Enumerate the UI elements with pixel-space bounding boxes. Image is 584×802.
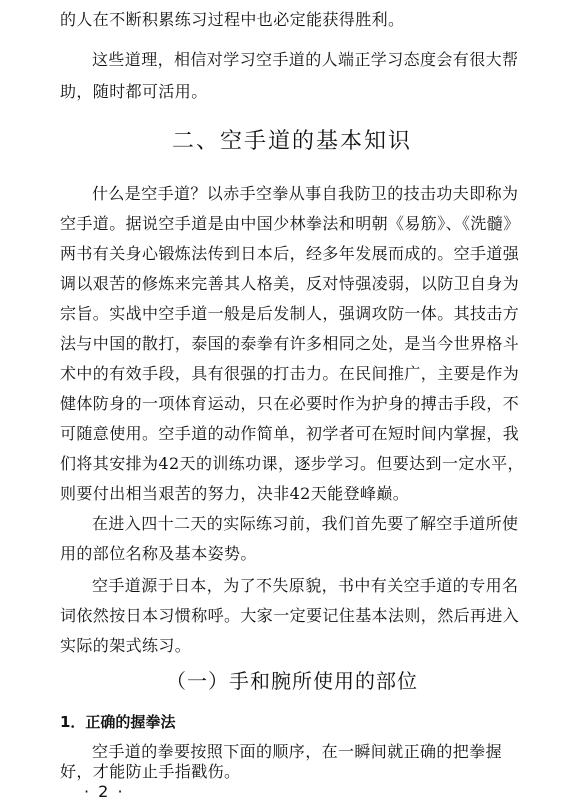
paragraph-what-line-2: 空手道。据说空手道是由中国少林拳法和明朝《易筋》、《洗髓》	[60, 214, 520, 233]
paragraph-top-line-1: 的人在不断积累练习过程中也必定能获得胜利。	[60, 10, 405, 29]
paragraph-truths-line-1: 这些道理，相信对学习空手道的人端正学习态度会有很大帮	[92, 50, 519, 69]
paragraph-what-line-7: 术中的有效手段，具有很强的打击力。在民间推广，主要是作为	[60, 364, 520, 383]
paragraph-before-line-1: 在进入四十二天的实际练习前，我们首先要了解空手道所使	[92, 514, 519, 533]
section-heading-hand-wrist: （一）手和腕所使用的部位	[166, 669, 418, 693]
paragraph-what-line-10: 们将其安排为42天的训练功课，逐步学习。但要达到一定水平，	[60, 454, 524, 473]
section-heading-basics: 二、空手道的基本知识	[171, 129, 412, 154]
paragraph-what-line-4: 调以艰苦的修炼来完善其人格美，反对恃强凌弱，以防卫自身为	[60, 274, 520, 293]
paragraph-what-line-11: 则要付出相当艰苦的努力，决非42天能登峰巅。	[60, 484, 410, 503]
paragraph-truths-line-2: 助，随时都可活用。	[60, 82, 208, 101]
paragraph-what-line-5: 宗旨。实战中空手道一般是后发制人，强调攻防一体。其技击方	[60, 304, 520, 323]
paragraph-origin-line-2: 词依然按日本习惯称呼。大家一定要记住基本法则，然后再进入	[60, 606, 520, 625]
paragraph-origin-line-1: 空手道源于日本，为了不失原貌，书中有关空手道的专用名	[92, 576, 519, 595]
paragraph-what-line-3: 两书有关身心锻炼法传到日本后，经多年发展而成的。空手道强	[60, 244, 520, 263]
paragraph-before-line-2: 用的部位名称及基本姿势。	[60, 544, 257, 563]
paragraph-fist-line-2: 好，才能防止手指戳伤。	[60, 762, 241, 781]
paragraph-what-line-9: 可随意使用。空手道的动作简单，初学者可在短时间内掌握，我	[60, 424, 520, 443]
paragraph-origin-line-3: 实际的架式练习。	[60, 636, 192, 655]
page-number: · 2 ·	[84, 782, 125, 801]
paragraph-what-line-6: 法与中国的散打，泰国的泰拳有许多相同之处，是当今世界格斗	[60, 334, 520, 353]
paragraph-fist-line-1: 空手道的拳要按照下面的顺序，在一瞬间就正确的把拳握	[92, 742, 503, 761]
paragraph-what-line-1: 什么是空手道？以赤手空拳从事自我防卫的技击功夫即称为	[92, 184, 519, 203]
paragraph-what-line-8: 健体防身的一项体育运动，只在必要时作为护身的搏击手段，不	[60, 394, 520, 413]
subsection-heading-fist: 1．正确的握拳法	[60, 713, 176, 731]
